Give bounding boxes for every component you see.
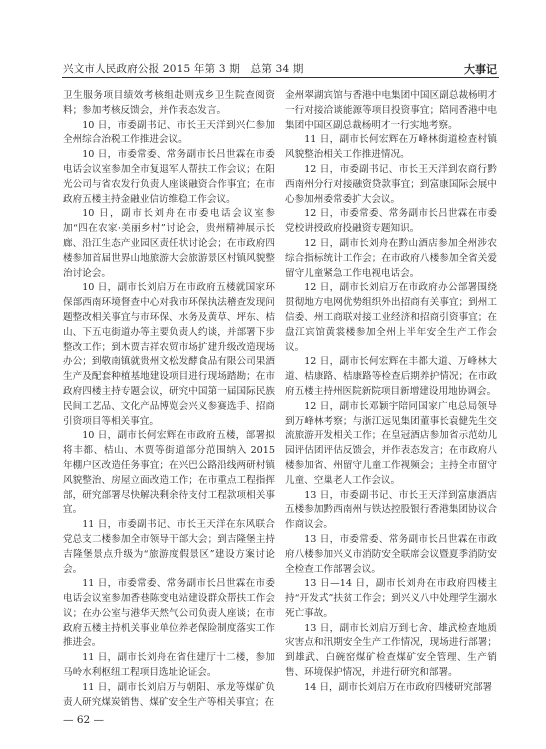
paragraph: 13 日，副市长刘启万到七舍、雄武检查地质灾害点和汛期安全生产工作情况，现场进行部署；到雄武、白碗窑煤矿检查煤矿安全管理、生产销售、环境保护情况，并进行研究和部署。: [285, 622, 497, 679]
page-header: [0, 0, 546, 78]
paragraph: 12 日，副市长刘启万在市政府办公部署围绕贯彻地方电网优势组织外出招商有关事宜；到州工信委、州工商联对接工业经济和招商引资事宜；在盘江宾馆黄裳楼参加全州上半年安全生产工作会议。: [285, 282, 497, 353]
paragraph: 14 日，副市长刘启万在市政府四楼研究部署: [304, 681, 493, 693]
paragraph: 10 日，副市长刘舟在市委电话会议室参加“四在农家·美丽乡村”讨论会，贵州精神展示长廊、沿江生态产业园区责任状讨论会；在市政府四楼参加首届世界山地旅游大会旅游景区村镇风貌整治讨论会。: [63, 208, 275, 279]
paragraph: 卫生服务项目绩效考核组赴则戎乡卫生院查阅资料；参加考核反馈会，并作表态发言。: [63, 90, 275, 116]
paragraph: 13 日，市委常委、常务副市长吕世霖在市政府八楼参加兴义市消防安全联席会议暨夏季消防安全检查工作部署会议。: [285, 533, 497, 575]
paragraph: 12 日，副市长何宏辉在丰都大道、万峰林大道、桔康路、桔康路等检查后期养护情况；在市政府五楼主持州医院新院项目新增建设用地协调会。: [285, 356, 497, 397]
page-number: — 62 —: [63, 714, 105, 726]
paragraph: 11 日，市委常委、常务副市长吕世霖在市委电话会议室参加香巷陈变电站建设群众帮扶工作会议；在办公室与港华天然气公司负责人座谈；在市政府五楼主持机关事业单位养老保险制度落实工作推进会。: [63, 578, 275, 649]
paragraph: 10 日，市委副书记、市长王天洋到兴仁参加全州综合治税工作推进会议。: [63, 119, 275, 146]
paragraph: 11 日，副市长刘启万与朝阳、承龙等煤矿负责人研究煤炭销售、煤矿安全生产等相关事宜；在: [63, 681, 275, 708]
paragraph: 13 日—14 日，副市长刘舟在市政府四楼主持“开发式”扶贫工作会；到兴义八中处理学生溺水死亡事故。: [285, 578, 497, 619]
journal-title: 兴文市人民政府公报 2015 年第 3 期 总第 34 期: [63, 63, 304, 75]
paragraph: 11 日，副市长刘舟在省住建厅十二楼，参加马岭水利枢纽工程项目选址论证会。: [63, 652, 275, 679]
paragraph: 11 日，市委副书记、市长王天洋在东风联合党总支二楼参加全市领导干部大会；到吉隆堡主持吉隆堡景点升级为“旅游度假景区”建设方案讨论会。: [63, 519, 275, 575]
paragraph: 10 日，副市长何宏辉在市政府五楼，部署拟将丰都、桔山、木贾等街道部分范围纳入 2015 年棚户区改造任务事宜；在兴巴公路沿线两研村镇风貌整治、房屋立面改造工作；在市重点工程指挥部，研究部署尽快解决剩余待支付工程款项相关事宜。: [63, 430, 275, 516]
section-title: 大事记: [464, 63, 497, 76]
header-rule: [62, 77, 499, 78]
paragraph: 12 日，副市长刘舟在黔山酒店参加全州涉农综合指标统计工作会；在市政府八楼参加全省关爱留守儿童紧急工作电视电话会。: [285, 237, 497, 279]
paragraph: 10 日，副市长刘启万在市政府五楼就国家环保部西南环境督查中心对我市环保执法稽查发现问题整改相关事宜与市环保、水务及黄草、坪东、桔山、下五屯街道办等主要负责人约谈，并部署下步整改工作；到木贾吉祥农贸市场扩建升级改造现场办公；到敬南镇就贵州文松发酵食品有限公司果酒生产及配套种植基地建设项目进行现场踏勘；在市政府四楼主持专题会议，研究中国第一届国际民族民间工艺品、文化产品博览会兴义参赛选手、招商引资项目等相关事宜。: [63, 282, 275, 427]
paragraph: 12 日，副市长邓颖宇陪同国家广电总局领导到万峰林考察；与浙江远见集团董事长袁健先生交流旅游开发相关工作；在皇冠酒店参加省示范幼儿园评估团评估反馈会，并作表态发言；在市政府八楼参加省、州留守儿童工作视频会；主持全市留守儿童、空巢老人工作会议。: [285, 400, 497, 486]
right-column: [285, 89, 497, 696]
paragraph: 10 日，市委常委、常务副市长吕世霖在市委电话会议室参加全市复退军人帮扶工作会议；在阳光公司与省农发行负责人座谈融资合作事宜；在市政府五楼主持金融业信访维稳工作会议。: [63, 149, 275, 205]
paragraph: 金州翠湖宾馆与香港中电集团中国区副总裁杨明才一行对接洽谈能源等项目投资事宜；陪同香港中电集团中国区副总裁杨明才一行实地考察。: [285, 90, 497, 131]
paragraph: 11 日，副市长何宏辉在万峰林街道检查村镇风貌整治相关工作推进情况。: [285, 134, 497, 161]
paragraph: 12 日，市委副书记、市长王天洋到农商行黔西南州分行对接融资贷款事宜；到富康国际会展中心参加州委常委扩大会议。: [285, 163, 497, 205]
paragraph: 12 日，市委常委、常务副市长吕世霖在市委党校讲授政府投融资专题知识。: [285, 208, 497, 235]
left-column: [63, 89, 275, 710]
paragraph: 13 日，市委副书记、市长王天洋到富康酒店五楼参加黔西南州与铁达控股银行香港集团协议合作商议会。: [285, 489, 497, 531]
